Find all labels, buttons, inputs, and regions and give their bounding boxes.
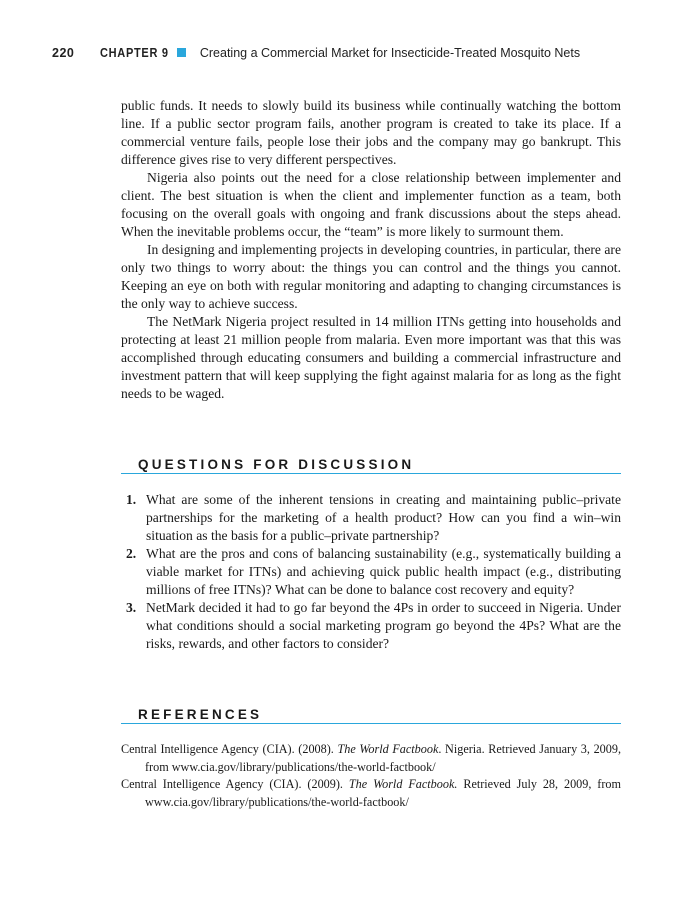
question-text: What are some of the inherent tensions in creating and maintaining public–private partnerships for the marketing of a health product? How can you find a win–win situation as the basis for a public–private partnership? <box>146 492 621 543</box>
reference-title: The World Factbook <box>337 742 439 756</box>
reference-item <box>121 741 621 776</box>
paragraph: public funds. It needs to slowly build its business while continually watching the bottom line. If a public sector program fails, another program is created to take its place. If a commercial venture fails, people lose their jobs and the company may go bankrupt. This difference gives rise to very different perspectives. <box>121 98 621 167</box>
question-text: NetMark decided it had to go far beyond the 4Ps in order to succeed in Nigeria. Under what conditions should a social marketing program go beyond the 4Ps? What are the risks, rewards, and other factors to consider? <box>146 600 621 651</box>
reference-item <box>121 776 621 811</box>
references-list <box>121 741 621 811</box>
question-text: What are the pros and cons of balancing sustainability (e.g., systematically building a viable market for ITNs) and achieving quick public health impact (e.g., distributing millions of free ITNs)? What can be done to balance cost recovery and equity? <box>146 546 621 597</box>
question-number: 2. <box>126 546 137 561</box>
question-item <box>121 545 621 599</box>
reference-prefix: Central Intelligence Agency (CIA). (2009). <box>121 777 349 791</box>
page-number: 220 <box>52 46 75 60</box>
chapter-title: Creating a Commercial Market for Insecticide-Treated Mosquito Nets <box>199 46 581 60</box>
header-square-icon <box>177 48 186 57</box>
paragraph: Nigeria also points out the need for a close relationship between implementer and client. The best situation is when the client and implementer function as a team, both focusing on the overall goals with ongoing and frank discussions about the steps ahead. When the inevitable problems occur, the “team” is more likely to surmount them. <box>121 170 621 239</box>
question-number: 1. <box>126 492 137 507</box>
discussion-questions <box>121 491 621 653</box>
reference-suffix: . Nigeria. Retrieved January 3, 2009, from www.cia.gov/library/publications/the-world-factbook/ <box>145 742 621 774</box>
discussion-heading: QUESTIONS FOR DISCUSSION <box>121 457 621 474</box>
question-item <box>121 491 621 545</box>
question-number: 3. <box>126 600 137 615</box>
reference-title: The World Factbook. <box>348 777 458 791</box>
reference-suffix: Retrieved July 28, 2009, from www.cia.gov/library/publications/the-world-factbook/ <box>145 777 621 809</box>
paragraph: In designing and implementing projects in developing countries, in particular, there are only two things to worry about: the things you can control and the things you cannot. Keeping an eye on both with regular monitoring and adapting to changing circumstances is the only way to achieve success. <box>121 242 621 311</box>
chapter-label: CHAPTER 9 <box>99 46 169 60</box>
references-heading: REFERENCES <box>121 707 621 724</box>
running-header <box>52 46 659 60</box>
paragraph: The NetMark Nigeria project resulted in 14 million ITNs getting into households and protecting at least 21 million people from malaria. Even more important was that this was accomplished through educating consumers and building a commercial infrastructure and investment pattern that will keep supplying the fight against malaria for as long as the fight needs to be waged. <box>121 314 621 401</box>
body-text <box>121 97 621 403</box>
reference-prefix: Central Intelligence Agency (CIA). (2008). <box>121 742 338 756</box>
question-item <box>121 599 621 653</box>
